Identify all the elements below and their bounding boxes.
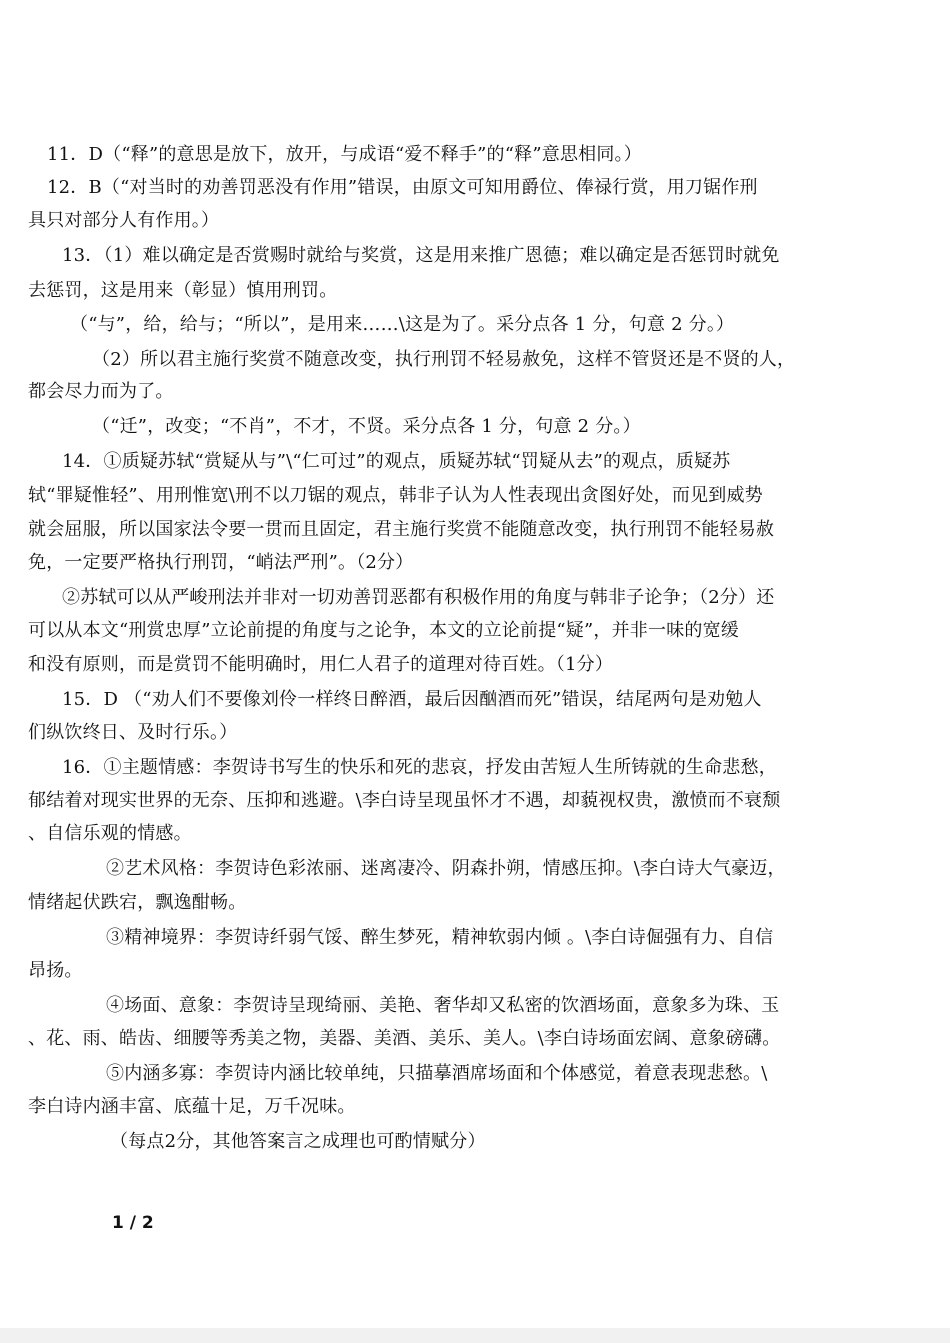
page-number: 1 / 2: [112, 1213, 154, 1233]
answer-16-point-5-line-1: ⑤内涵多寡：李贺诗内涵比较单纯，只描摹酒席场面和个体感觉，着意表现悲愁。\: [106, 1063, 768, 1084]
answer-16-point-4-line-2: 、花、雨、皓齿、细腰等秀美之物，美器、美酒、美乐、美人。\李白诗场面宏阔、意象磅礴。: [28, 1028, 781, 1049]
answer-13-scoring-2: （“迁”，改变；“不肖”，不才，不贤。采分点各 1 分，句意 2 分。）: [92, 416, 641, 437]
answer-14-line-2: 轼“罪疑惟轻”、用刑惟宽\刑不以刀锯的观点，韩非子认为人性表现出贪图好处，而见到威势: [28, 485, 763, 506]
answer-14-part-2-line-2: 可以从本文“刑赏忠厚”立论前提的角度与之论争，本文的立论前提“疑”，并非一味的宽缓: [28, 620, 740, 641]
answer-14-line-4: 免，一定要严格执行刑罚，“峭法严刑”。（2分）: [28, 552, 414, 573]
answer-13-scoring-1: （“与”，给，给与；“所以”，是用来……\这是为了。采分点各 1 分，句意 2 分。）: [70, 314, 735, 335]
answer-14-part-2-line-3: 和没有原则，而是赏罚不能明确时，用仁人君子的道理对待百姓。（1分）: [28, 654, 614, 675]
answer-16-point-2-line-1: ②艺术风格：李贺诗色彩浓丽、迷离凄冷、阴森扑朔，情感压抑。\李白诗大气豪迈，: [106, 858, 786, 879]
answer-16-point-2-line-2: 情绪起伏跌宕，飘逸酣畅。: [28, 892, 247, 913]
answer-16-point-4-line-1: ④场面、意象：李贺诗呈现绮丽、美艳、奢华却又私密的饮酒场面，意象多为珠、玉: [106, 995, 780, 1016]
answer-16-point-3-line-1: ③精神境界：李贺诗纤弱气馁、醉生梦死，精神软弱内倾 。\李白诗倔强有力、自信: [106, 927, 774, 948]
answer-16-point-3-line-2: 昂扬。: [28, 960, 83, 981]
answer-14-part-2-line-1: ②苏轼可以从严峻刑法并非对一切劝善罚恶都有积极作用的角度与韩非子论争；（2分）还: [62, 587, 775, 608]
answer-11: 11．D（“释”的意思是放下，放开，与成语“爱不释手”的“释”意思相同。）: [47, 144, 642, 165]
answer-16-line-1: 16．①主题情感：李贺诗书写生的快乐和死的悲哀，抒发由苦短人生所铸就的生命悲愁，: [62, 757, 777, 778]
answer-16-line-3: 、自信乐观的情感。: [28, 823, 192, 844]
answer-13-part-2-line-2: 都会尽力而为了。: [28, 381, 174, 402]
answer-15-line-1: 15．D （“劝人们不要像刘伶一样终日醉酒，最后因酗酒而死”错误，结尾两句是劝勉人: [62, 689, 762, 710]
answer-13-part-2-line-1: （2）所以君主施行奖赏不随意改变，执行刑罚不轻易赦免，这样不管贤还是不贤的人，: [92, 349, 796, 370]
answer-14-line-1: 14．①质疑苏轼“赏疑从与”\“仁可过”的观点，质疑苏轼“罚疑从去”的观点，质疑苏: [62, 451, 731, 472]
answer-16-scoring-note: （每点2分，其他答案言之成理也可酌情赋分）: [110, 1131, 486, 1152]
answer-13-line-1: 13．（1）难以确定是否赏赐时就给与奖赏，这是用来推广恩德；难以确定是否惩罚时就免: [62, 245, 780, 266]
answer-15-line-2: 们纵饮终日、及时行乐。）: [28, 722, 238, 743]
answer-14-line-3: 就会屈服，所以国家法令要一贯而且固定，君主施行奖赏不能随意改变，执行刑罚不能轻易赦: [28, 519, 775, 540]
answer-12-line-1: 12．B（“对当时的劝善罚恶没有作用”错误，由原文可知用爵位、俸禄行赏，用刀锯作刑: [47, 177, 758, 198]
answer-13-line-2: 去惩罚，这是用来（彰显）慎用刑罚。: [28, 280, 338, 301]
bottom-edge-strip: [0, 1328, 950, 1343]
answer-16-point-5-line-2: 李白诗内涵丰富、底蕴十足，万千况味。: [28, 1096, 356, 1117]
answer-16-line-2: 郁结着对现实世界的无奈、压抑和逃避。\李白诗呈现虽怀才不遇，却藐视权贵，激愤而不衰颓: [28, 790, 781, 811]
answer-12-line-2: 具只对部分人有作用。）: [28, 210, 220, 231]
